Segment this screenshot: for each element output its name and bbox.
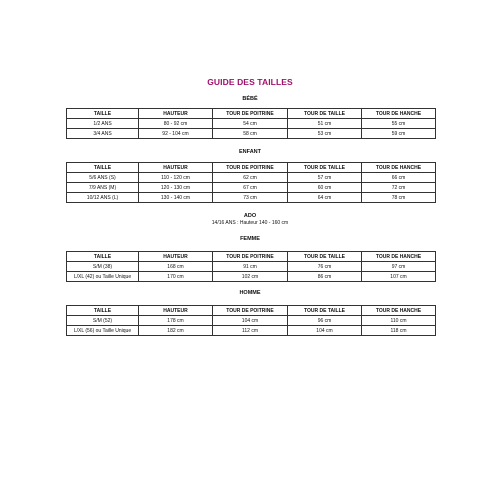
- size-table-enfant: [66, 162, 436, 203]
- header-tour-de-poitrine: TOUR DE POITRINE: [213, 109, 288, 119]
- cell-taille: 10/12 ANS (L): [67, 193, 139, 203]
- cell-taille-tour: 64 cm: [288, 193, 362, 203]
- cell-hanche: 78 cm: [362, 193, 436, 203]
- section-heading-enfant: ENFANT: [239, 149, 261, 155]
- header-tour-de-hanche: TOUR DE HANCHE: [362, 163, 436, 173]
- cell-poitrine: 62 cm: [213, 173, 288, 183]
- cell-poitrine: 67 cm: [213, 183, 288, 193]
- cell-hauteur: 130 - 140 cm: [139, 193, 213, 203]
- cell-hanche: 66 cm: [362, 173, 436, 183]
- cell-poitrine: 104 cm: [213, 316, 288, 326]
- cell-hauteur: 168 cm: [139, 262, 213, 272]
- cell-taille: S/M (52): [67, 316, 139, 326]
- cell-hanche: 59 cm: [362, 129, 436, 139]
- header-hauteur: HAUTEUR: [139, 306, 213, 316]
- section-heading-ado: ADO: [243, 213, 257, 219]
- table-header-row: [67, 109, 436, 119]
- cell-hanche: 107 cm: [362, 272, 436, 282]
- table-row: [67, 183, 436, 193]
- header-tour-de-taille: TOUR DE TAILLE: [288, 109, 362, 119]
- header-taille: TAILLE: [67, 163, 139, 173]
- cell-hauteur: 170 cm: [139, 272, 213, 282]
- table-row: [67, 119, 436, 129]
- section-heading-homme: HOMME: [239, 290, 261, 296]
- cell-hanche: 55 cm: [362, 119, 436, 129]
- cell-hanche: 97 cm: [362, 262, 436, 272]
- cell-hauteur: 182 cm: [139, 326, 213, 336]
- cell-taille-tour: 86 cm: [288, 272, 362, 282]
- header-taille: TAILLE: [67, 252, 139, 262]
- cell-taille-tour: 96 cm: [288, 316, 362, 326]
- table-row: [67, 193, 436, 203]
- size-table-homme: [66, 305, 436, 336]
- cell-poitrine: 58 cm: [213, 129, 288, 139]
- ado-height-note: 14/16 ANS : Hauteur 140 - 160 cm: [211, 220, 289, 226]
- table-header-row: [67, 163, 436, 173]
- header-tour-de-taille: TOUR DE TAILLE: [288, 163, 362, 173]
- table-row: [67, 272, 436, 282]
- header-taille: TAILLE: [67, 306, 139, 316]
- header-hauteur: HAUTEUR: [139, 109, 213, 119]
- cell-taille: 7/9 ANS (M): [67, 183, 139, 193]
- cell-poitrine: 102 cm: [213, 272, 288, 282]
- header-tour-de-taille: TOUR DE TAILLE: [288, 306, 362, 316]
- cell-taille: 1/2 ANS: [67, 119, 139, 129]
- table-row: [67, 326, 436, 336]
- section-heading-bebe: BÉBÉ: [242, 96, 258, 102]
- cell-taille: L/XL (56) ou Taille Unique: [67, 326, 139, 336]
- section-heading-femme: FEMME: [240, 236, 260, 242]
- table-row: [67, 316, 436, 326]
- cell-hauteur: 110 - 120 cm: [139, 173, 213, 183]
- table-row: [67, 262, 436, 272]
- header-tour-de-poitrine: TOUR DE POITRINE: [213, 252, 288, 262]
- cell-taille-tour: 76 cm: [288, 262, 362, 272]
- header-hauteur: HAUTEUR: [139, 163, 213, 173]
- header-tour-de-taille: TOUR DE TAILLE: [288, 252, 362, 262]
- cell-poitrine: 112 cm: [213, 326, 288, 336]
- cell-taille: 3/4 ANS: [67, 129, 139, 139]
- cell-taille: S/M (38): [67, 262, 139, 272]
- cell-hauteur: 120 - 130 cm: [139, 183, 213, 193]
- table-row: [67, 173, 436, 183]
- table-row: [67, 129, 436, 139]
- cell-taille-tour: 53 cm: [288, 129, 362, 139]
- table-header-row: [67, 252, 436, 262]
- page-title: GUIDE DES TAILLES: [207, 77, 293, 87]
- header-hauteur: HAUTEUR: [139, 252, 213, 262]
- size-table-femme: [66, 251, 436, 282]
- header-tour-de-poitrine: TOUR DE POITRINE: [213, 306, 288, 316]
- header-tour-de-poitrine: TOUR DE POITRINE: [213, 163, 288, 173]
- cell-taille: L/XL (42) ou Taille Unique: [67, 272, 139, 282]
- cell-taille-tour: 57 cm: [288, 173, 362, 183]
- header-tour-de-hanche: TOUR DE HANCHE: [362, 306, 436, 316]
- cell-poitrine: 73 cm: [213, 193, 288, 203]
- cell-poitrine: 54 cm: [213, 119, 288, 129]
- table-header-row: [67, 306, 436, 316]
- cell-taille-tour: 51 cm: [288, 119, 362, 129]
- cell-poitrine: 91 cm: [213, 262, 288, 272]
- cell-taille-tour: 60 cm: [288, 183, 362, 193]
- cell-taille-tour: 104 cm: [288, 326, 362, 336]
- cell-taille: 5/6 ANS (S): [67, 173, 139, 183]
- header-tour-de-hanche: TOUR DE HANCHE: [362, 252, 436, 262]
- cell-hauteur: 178 cm: [139, 316, 213, 326]
- cell-hanche: 72 cm: [362, 183, 436, 193]
- cell-hanche: 118 cm: [362, 326, 436, 336]
- cell-hauteur: 80 - 92 cm: [139, 119, 213, 129]
- header-taille: TAILLE: [67, 109, 139, 119]
- header-tour-de-hanche: TOUR DE HANCHE: [362, 109, 436, 119]
- cell-hauteur: 92 - 104 cm: [139, 129, 213, 139]
- cell-hanche: 110 cm: [362, 316, 436, 326]
- size-table-bebe: [66, 108, 436, 139]
